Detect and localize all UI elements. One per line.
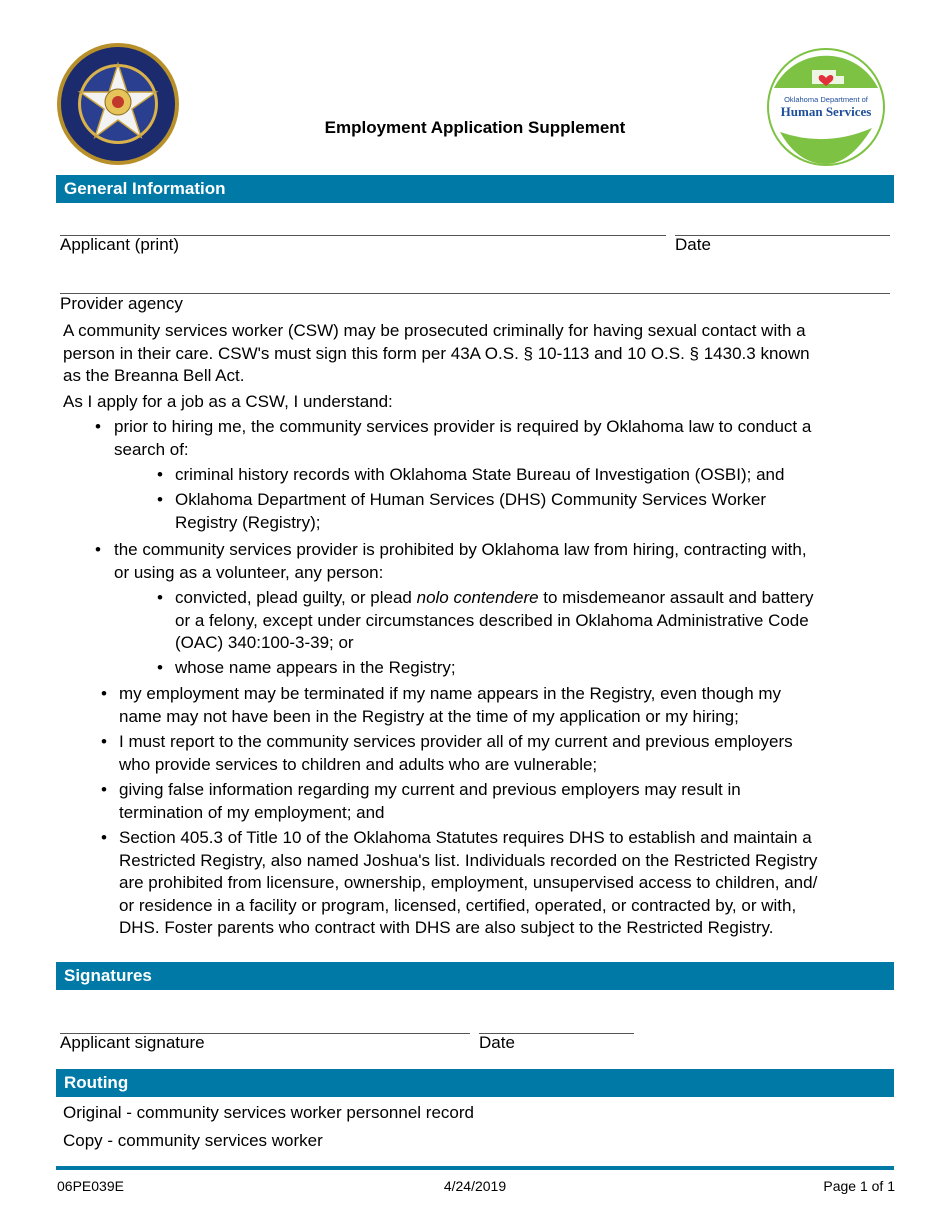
- bullet-dot: •: [101, 828, 107, 847]
- form-date: 4/24/2019: [443, 1178, 507, 1194]
- provider-agency-line[interactable]: [60, 293, 890, 294]
- bullet-2a: convicted, plead guilty, or plead nolo contendere to misdemeanor assault and battery or a felony, except under circumstances described in Oklahoma Administrative Code (OAC) 340:100-3-39; or: [175, 588, 814, 652]
- date-label: Date: [675, 235, 711, 254]
- intro-paragraph: [63, 320, 893, 388]
- provider-agency-label: Provider agency: [60, 294, 183, 313]
- applicant-signature-label: Applicant signature: [60, 1033, 205, 1052]
- routing-copy: Copy - community services worker: [63, 1131, 323, 1150]
- bullet-dot: •: [157, 658, 163, 677]
- signature-date-label: Date: [479, 1033, 515, 1052]
- page-number: Page 1 of 1: [823, 1178, 895, 1194]
- bullet-dot: •: [101, 780, 107, 799]
- dhs-logo: [760, 48, 892, 166]
- intro-line-3: as the Breanna Bell Act.: [63, 366, 245, 385]
- section-general-information: General Information: [56, 175, 894, 203]
- section-routing: Routing: [56, 1069, 894, 1097]
- intro-line-1: A community services worker (CSW) may be prosecuted criminally for having sexual contact with a: [63, 321, 806, 340]
- footer-rule: [56, 1166, 894, 1170]
- applicant-print-label: Applicant (print): [60, 235, 180, 254]
- bullet-1b: Oklahoma Department of Human Services (DHS) Community Services Worker Registry (Registry);: [175, 490, 767, 532]
- bullet-3: my employment may be terminated if my name appears in the Registry, even though my name may not have been in the Registry at the time of my application or my hiring;: [119, 684, 782, 726]
- bullet-dot: •: [95, 417, 101, 436]
- page-title: Employment Application Supplement: [324, 118, 626, 137]
- understand-text: As I apply for a job as a CSW, I understand:: [63, 392, 393, 411]
- bullet-dot: •: [157, 490, 163, 509]
- bullet-dot: •: [101, 684, 107, 703]
- bullet-4: I must report to the community services provider all of my current and previous employers who provide services to children and adults who are vulnerable;: [119, 732, 793, 774]
- intro-line-2: person in their care. CSW's must sign this form per 43A O.S. § 10-113 and 10 O.S. § 1430.3 known: [63, 343, 810, 363]
- bullet-dot: •: [95, 540, 101, 559]
- bullet-dot: •: [101, 732, 107, 751]
- logo-line2: Human Services: [780, 104, 872, 119]
- state-seal: [56, 42, 180, 166]
- form-number: 06PE039E: [57, 1178, 124, 1194]
- routing-original: Original - community services worker personnel record: [63, 1103, 474, 1122]
- logo-line1: Oklahoma Department of: [784, 95, 868, 104]
- bullet-dot: •: [157, 588, 163, 607]
- section-signatures: Signatures: [56, 962, 894, 990]
- bullet-2: the community services provider is prohibited by Oklahoma law from hiring, contracting with, or using as a volunteer, any person:: [114, 540, 807, 582]
- bullet-1a: criminal history records with Oklahoma State Bureau of Investigation (OSBI); and: [175, 465, 785, 484]
- bullet-2b: whose name appears in the Registry;: [175, 658, 456, 677]
- bullet-1: prior to hiring me, the community services provider is required by Oklahoma law to conduct a search of:: [114, 417, 812, 459]
- bullet-5: giving false information regarding my current and previous employers may result in termination of my employment; and: [119, 780, 741, 822]
- bullet-6: Section 405.3 of Title 10 of the Oklahoma Statutes requires DHS to establish and maintain a Restricted Registry, also named Joshua's list. Individuals recorded on the Restricted Registry are prohibited from licensure, ownership, employment, unsupervised access to children, and/ or residence in a facility or program, licensed, certified, operated, or contracted by, or with, DHS. Foster parents who contract with DHS are also subject to the Restricted Registry.: [119, 828, 818, 937]
- bullet-dot: •: [157, 465, 163, 484]
